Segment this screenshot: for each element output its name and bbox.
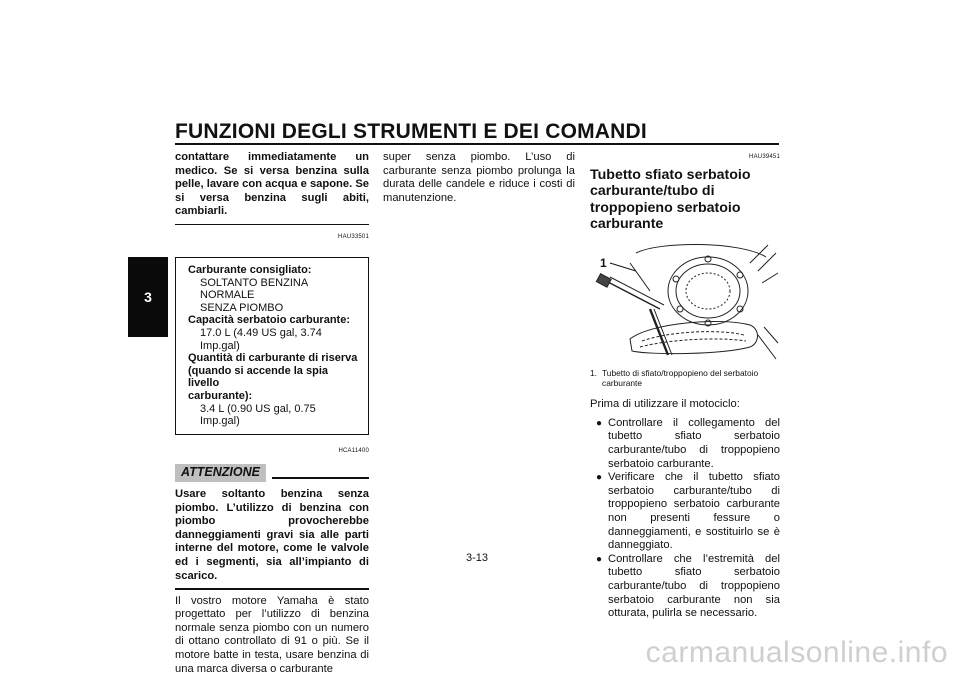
list-item: [590, 471, 780, 553]
attention-badge: ATTENZIONE: [175, 464, 266, 482]
checklist: [590, 417, 780, 621]
page-title: FUNZIONI DEGLI STRUMENTI E DEI COMANDI: [175, 120, 647, 143]
attention-header: [175, 464, 369, 482]
column-middle: [383, 151, 575, 205]
section-code: HCA11400: [338, 447, 369, 454]
spec-label-reserve-b: (quando si accende la spia livello: [188, 364, 328, 390]
divider: [175, 224, 369, 226]
spec-value-fuel-a: SOLTANTO BENZINA NORMALE: [200, 276, 308, 302]
section-title: Tubetto sfiato serbatoio carburante/tubo di troppopieno serbatoio carburante: [590, 166, 751, 233]
spec-value-capacity: 17.0 L (4.49 US gal, 3.74 Imp.gal): [200, 327, 322, 352]
column-right: [590, 151, 780, 621]
warning-continuation: contattare immediatamente un medico. Se si versa benzina sulla pelle, lavare con acqua e sapone. Se si versa benzina sugli abiti, cambiarli.: [175, 151, 370, 218]
breather-hose-illustration: [590, 243, 780, 361]
caption-number: 1.: [590, 368, 597, 379]
attention-text: Usare soltanto benzina senza piombo. L’utilizzo di benzina con piombo provocherebbe danneggiamenti gravi sia alle parti interne del motore, come le valvole ed i segmenti, sia all’impianto di scarico.: [175, 487, 369, 582]
body-paragraph: Il vostro motore Yamaha è stato progettato per l’utilizzo di benzina normale senza piombo con un numero di ottano controllato di 91 o più. Se il motore batte in testa, usare benzina di una marca diversa o carburante: [175, 594, 369, 675]
body-paragraph-continued: super senza piombo. L’uso di carburante senza piombo prolunga la durata delle candele e riduce i costi di manutenzione.: [383, 151, 575, 204]
list-item-text: Controllare che l’estremità del tubetto sfiato serbatoio carburante/tubo di troppopieno serbatoio carburante non sia otturata, pulirla se necessario.: [608, 552, 780, 620]
attention-rule: [272, 477, 369, 479]
bullet-icon: ●: [596, 417, 603, 429]
spec-label-capacity: Capacità serbatoio carburante:: [188, 314, 350, 327]
spec-value-fuel-b: SENZA PIOMBO: [200, 301, 284, 314]
spec-label-reserve-c: carburante):: [188, 390, 253, 402]
list-item: [590, 417, 780, 471]
checklist-intro: Prima di utilizzare il motociclo:: [590, 398, 740, 411]
spec-value-reserve: 3.4 L (0.90 US gal, 0.75 Imp.gal): [200, 402, 316, 428]
bullet-icon: ●: [596, 472, 603, 484]
figure-callout-1: 1: [600, 255, 607, 270]
bullet-icon: ●: [596, 553, 603, 565]
section-code: HAU33501: [338, 234, 369, 241]
spec-label-reserve-a: Quantità di carburante di riserva: [188, 352, 358, 365]
caption-text: Tubetto di sfiato/troppopieno del serbatoio carburante: [602, 368, 759, 389]
watermark: carmanualsonline.info: [645, 636, 948, 669]
list-item-text: Verificare che il tubetto sfiato serbatoio carburante/tubo di troppopieno serbatoio carburante non presenti fessure o danneggiamenti, e sostituirlo se è danneggiato.: [608, 471, 780, 552]
divider: [175, 588, 369, 590]
column-left: [175, 151, 369, 676]
figure-caption: [590, 368, 780, 388]
section-code: HAU39451: [749, 154, 780, 160]
chapter-tab: 3: [128, 257, 168, 337]
page-number: 3-13: [466, 552, 489, 564]
spec-label-fuel: Carburante consigliato:: [188, 264, 312, 277]
list-item-text: Controllare il collegamento del tubetto sfiato serbatoio carburante/tubo di troppopieno serbatoio carburante.: [608, 416, 780, 470]
fuel-spec-box: [175, 257, 369, 435]
list-item: [590, 553, 780, 621]
title-rule: [175, 143, 779, 145]
